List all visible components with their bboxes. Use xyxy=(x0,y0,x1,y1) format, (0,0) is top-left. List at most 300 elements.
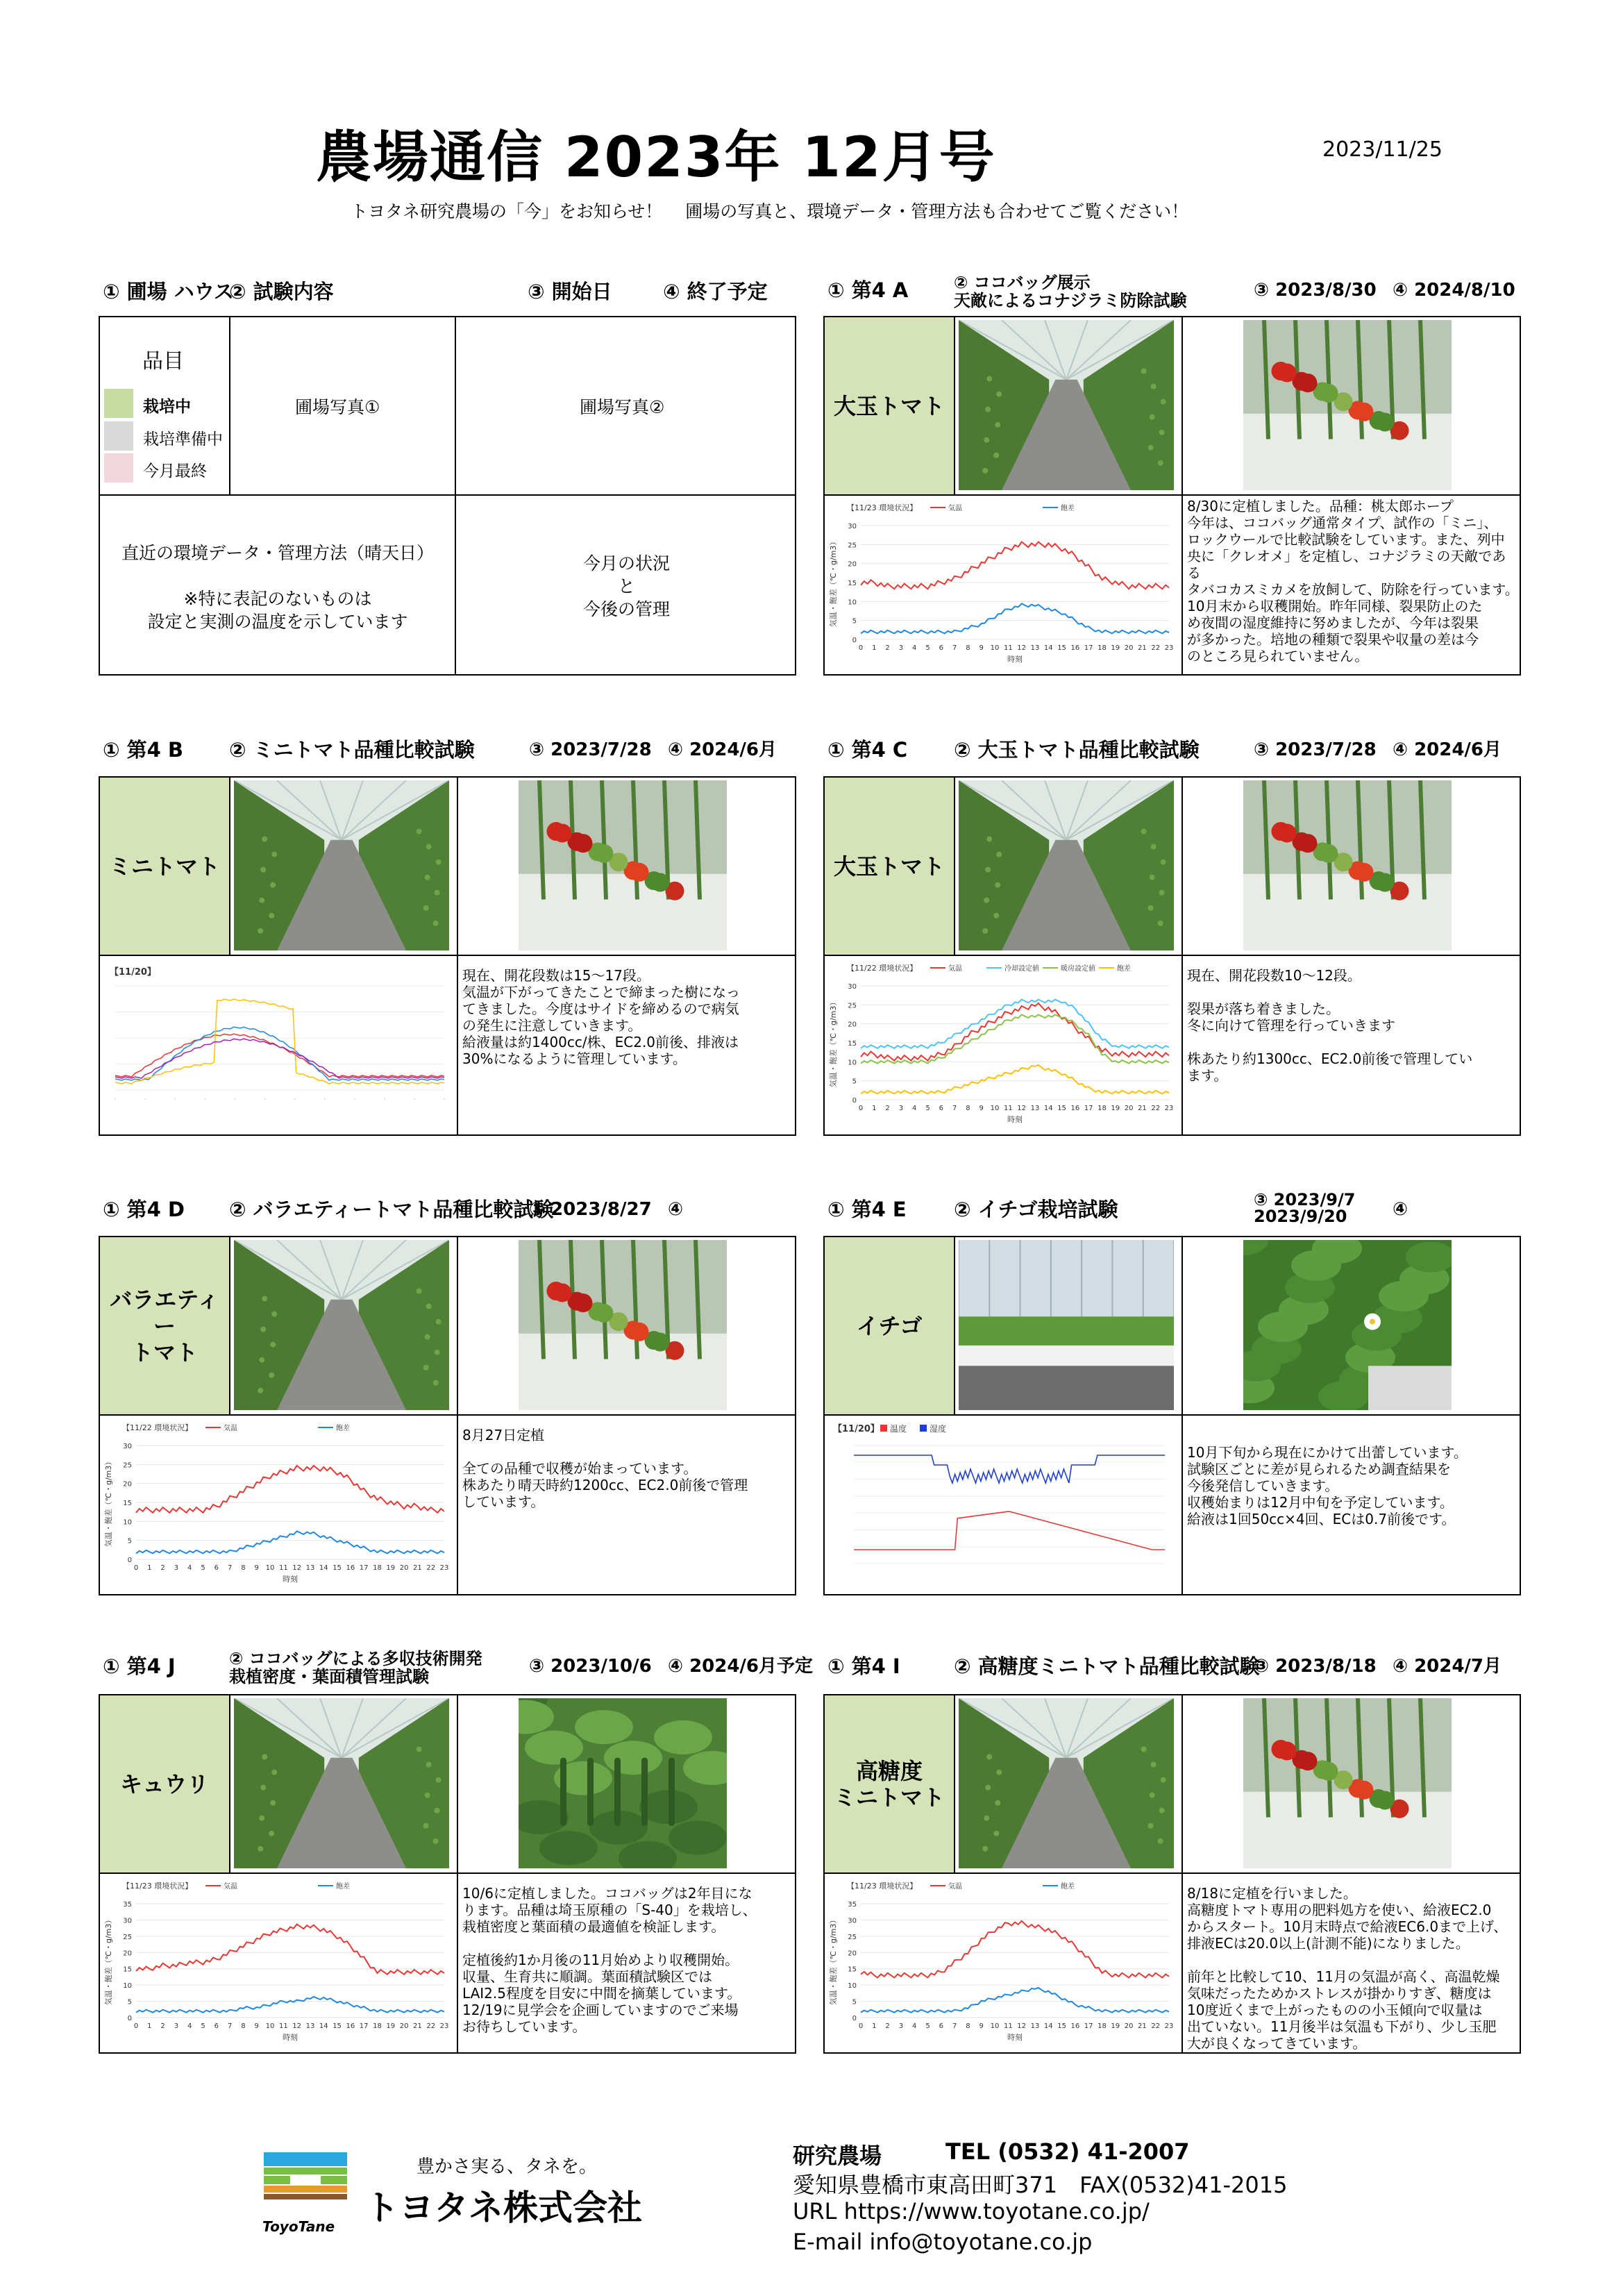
photo-scene xyxy=(959,320,1174,490)
chart-ytick: 30 xyxy=(848,1917,857,1925)
photo-leaf xyxy=(423,905,429,911)
chart-xtick: 4 xyxy=(912,2022,917,2030)
chart-xtick: 22 xyxy=(426,1564,436,1572)
chart-ytick: 30 xyxy=(848,983,857,991)
photo-scene xyxy=(234,1240,449,1410)
chart-xtick: 17 xyxy=(359,2022,369,2030)
chart-xtick: 13 xyxy=(1030,1105,1040,1112)
panel-h1: ① 第4 D xyxy=(103,1198,185,1221)
legend-growing: 栽培中 xyxy=(143,398,191,416)
management-note: 現在、開花段数10～12段。 裂果が落ち着きました。 冬に向けて管理を行っていきます 株あたり約1300cc、EC2.0前後で管理してい ます。 xyxy=(1187,967,1473,1084)
chart-xtick: 19 xyxy=(1111,1105,1120,1112)
chart-xtick: 16 xyxy=(1070,1105,1080,1112)
chart-legend-label: 気温 xyxy=(948,965,962,973)
photo-leaf xyxy=(1150,414,1155,420)
chart-xtick: 6 xyxy=(939,644,944,652)
photo-scene xyxy=(1243,780,1452,950)
chart-ytick: 15 xyxy=(848,1966,857,1974)
chart-xtick: 2 xyxy=(160,2022,165,2030)
panel-h2: ② バラエティートマト品種比較試験 xyxy=(229,1198,554,1221)
chart-xtick: 4 xyxy=(912,644,917,652)
photo-leaf xyxy=(993,453,999,458)
photo-flower-center xyxy=(1370,1319,1375,1325)
photo-fruit xyxy=(595,844,614,863)
photo-leaf xyxy=(1148,905,1154,911)
chart-xtick: 12 xyxy=(292,1564,302,1572)
chart-xtick: 15 xyxy=(333,2022,342,2030)
status-note: 今月の状況 と 今後の管理 xyxy=(582,553,670,619)
panel-h3: ③ 2023/8/18 xyxy=(1254,1656,1377,1677)
chart-xtick: · xyxy=(294,1096,296,1103)
chart-ytick: 15 xyxy=(848,1040,857,1048)
photo-leaf xyxy=(417,1747,422,1752)
photo-roof xyxy=(959,1240,1174,1316)
chart-xtick: 16 xyxy=(1070,2022,1080,2030)
photo-leaf xyxy=(982,1846,988,1852)
chart-legend-label: 湿度 xyxy=(930,1424,947,1434)
chart-xlabel: 時刻 xyxy=(283,1575,298,1584)
field-photo-1 xyxy=(234,1698,449,1868)
chart-xtick: 11 xyxy=(1003,1105,1013,1112)
chart-xtick: 12 xyxy=(1017,1105,1027,1112)
photo-leaf xyxy=(604,1741,662,1775)
env-data-note: 直近の環境データ・管理方法（晴天日） ※特に表記のないものは 設定と実測の温度を示しています xyxy=(121,543,434,632)
photo-bed xyxy=(1368,1366,1452,1410)
management-note: 現在、開花段数は15～17段。 気温が下がってきたことで締まった樹になっ てきました。今度はサイドを締めるので病気 の発生に注意していきます。 給液量は約1400cc/株、EC2.0前後、排液は 30%になるように管理しています。 xyxy=(462,967,740,1067)
chart-xtick: 12 xyxy=(292,2022,302,2030)
panel-h4: ④ 2024/6月予定 xyxy=(668,1656,814,1677)
photo-scene xyxy=(959,1698,1174,1868)
crop-label: イチゴ xyxy=(825,1237,954,1414)
chart-xtick: 9 xyxy=(979,1105,984,1112)
photo-svg xyxy=(1243,320,1452,490)
photo-floor xyxy=(1243,414,1452,490)
chart-xtick: 6 xyxy=(939,1105,944,1112)
chart-xtick: 0 xyxy=(858,2022,864,2030)
chart-xtick: 9 xyxy=(254,2022,259,2030)
photo-fruit xyxy=(595,1304,614,1323)
photo-leaf xyxy=(269,1831,274,1836)
photo-cucumber xyxy=(587,1758,594,1826)
chart-xtick: 17 xyxy=(1084,1105,1093,1112)
panel-h1: ① 第4 E xyxy=(827,1198,907,1221)
photo-svg xyxy=(959,320,1174,490)
photo-scene xyxy=(1243,320,1452,490)
chart-xtick: 12 xyxy=(1017,2022,1027,2030)
photo-leaf xyxy=(271,852,277,857)
chart-ytick: 10 xyxy=(123,1518,132,1527)
photo-leaf xyxy=(425,875,430,880)
field-photo-1 xyxy=(959,1240,1174,1410)
chart-ytick: 10 xyxy=(123,1982,132,1991)
chart-xtick: 5 xyxy=(925,2022,930,2030)
photo-svg xyxy=(1243,1698,1452,1868)
chart-xtick: 6 xyxy=(214,2022,219,2030)
chart-xtick: 19 xyxy=(1111,644,1120,652)
chart-ytick: 15 xyxy=(123,1966,132,1974)
crop-label: バラエティー トマト xyxy=(100,1237,229,1414)
chart-legend-label: 気温 xyxy=(224,1883,237,1891)
chart-tag: 【11/22 環境状況】 xyxy=(122,1423,193,1432)
photo-fruit xyxy=(1320,384,1338,403)
chart-xtick: 2 xyxy=(885,644,890,652)
photo-floor xyxy=(519,874,727,950)
panel-divider xyxy=(229,1694,230,1873)
chart-svg xyxy=(826,958,1179,1132)
field-photo-1 xyxy=(959,780,1174,950)
panel-h3: ③ 2023/7/28 xyxy=(1254,739,1377,760)
panel-divider xyxy=(229,1236,230,1415)
photo-leaf xyxy=(259,898,264,903)
chart-xtick: 2 xyxy=(160,1564,165,1572)
panel-divider xyxy=(823,1872,1521,1874)
chart-svg xyxy=(101,1876,454,2050)
footer-url[interactable]: URL https://www.toyotane.co.jp/ xyxy=(793,2198,1150,2224)
chart-ytick: 25 xyxy=(848,1002,857,1010)
photo-fruit xyxy=(1299,1752,1318,1770)
photo-leaf xyxy=(1159,430,1165,435)
chart-xtick: 13 xyxy=(305,1564,315,1572)
photo-fruit xyxy=(1299,834,1318,853)
photo-leaf xyxy=(259,1816,264,1821)
legend-swatch-final xyxy=(104,453,133,483)
chart-legend-label: 飽差 xyxy=(336,1425,350,1432)
chart-tag: 【11/23 環境状況】 xyxy=(122,1882,193,1891)
chart-xlabel: 時刻 xyxy=(283,2033,298,2042)
photo-leaf xyxy=(260,867,266,873)
photo-leaf xyxy=(996,852,1002,857)
chart-xtick: 8 xyxy=(966,2022,970,2030)
photo-fruit xyxy=(1278,823,1297,842)
photo-fruit xyxy=(1355,1781,1374,1800)
panel-divider xyxy=(1181,316,1183,676)
legend-h3: ③ 開始日 xyxy=(528,280,612,303)
photo-leaf xyxy=(258,1846,263,1852)
chart-xtick: 15 xyxy=(1057,1105,1066,1112)
panel-h4: ④ xyxy=(668,1199,684,1220)
chart-xtick: 16 xyxy=(346,1564,355,1572)
photo-leaf xyxy=(260,1785,266,1791)
photo-leaf xyxy=(417,1289,422,1294)
photo-leaf xyxy=(435,890,440,896)
photo-leaf xyxy=(539,1831,598,1865)
field-photo-2 xyxy=(519,1698,727,1868)
photo2-label: 圃場写真② xyxy=(580,397,665,417)
photo-leaf xyxy=(1158,1838,1163,1844)
chart-xtick: 20 xyxy=(1124,2022,1134,2030)
photo-fruit xyxy=(630,863,649,882)
field-photo-2 xyxy=(1243,320,1452,490)
chart-xtick: 6 xyxy=(939,2022,944,2030)
photo-leaf xyxy=(986,1754,992,1760)
chart-xtick: 22 xyxy=(426,2022,436,2030)
photo-leaf xyxy=(525,1731,583,1765)
panel-divider xyxy=(229,776,230,955)
photo-leaf xyxy=(1158,460,1163,466)
chart-xtick: 1 xyxy=(872,2022,877,2030)
photo-leaf xyxy=(1161,1777,1166,1783)
chart-xtick: 23 xyxy=(439,2022,449,2030)
chart-xtick: 8 xyxy=(241,2022,246,2030)
photo-leaf xyxy=(417,829,422,835)
environment-chart xyxy=(101,958,454,1132)
chart-xtick: 22 xyxy=(1151,1105,1161,1112)
crop-label: キュウリ xyxy=(100,1695,229,1872)
photo-leaf xyxy=(262,837,267,842)
photo-floor xyxy=(959,1366,1174,1410)
chart-xtick: 21 xyxy=(1138,2022,1147,2030)
panel-h3: ③ 2023/8/27 xyxy=(529,1199,652,1220)
chart-xtick: 15 xyxy=(333,1564,342,1572)
panel-divider xyxy=(457,1236,458,1595)
photo-leaf xyxy=(1141,369,1147,374)
chart-xtick: 11 xyxy=(278,2022,288,2030)
chart-xtick: 11 xyxy=(1003,2022,1013,2030)
chart-xtick: 19 xyxy=(386,2022,396,2030)
chart-ytick: 15 xyxy=(123,1500,132,1507)
photo-fruit xyxy=(574,1293,593,1312)
chart-ytick: 20 xyxy=(848,1950,857,1958)
photo-leaf xyxy=(984,898,989,903)
field-photo-1 xyxy=(959,320,1174,490)
photo-leaf xyxy=(1151,844,1157,850)
photo-leaf xyxy=(433,1838,439,1844)
chart-xlabel: 時刻 xyxy=(1007,1115,1023,1124)
chart-xtick: 11 xyxy=(1003,644,1013,652)
management-note: 8/18に定植を行いました。 高糖度トマト専用の肥料処方を使い、給液EC2.0 からスタート。10月末時点で給液EC6.0まで上げ、 排液ECは20.0以上(計測不能)になりました。 前年と比較して10、11月の気温が高く、高温乾燥 気味だったためかストレスが掛かりすぎ、糖度は 10度近くまで上がったものの小玉傾向で収量は 出ていない。11月後半は気温も下がり、少し玉肥 大が良くなってきています。 xyxy=(1187,1885,1508,2052)
photo-svg xyxy=(959,780,1174,950)
panel-divider xyxy=(1181,776,1183,1136)
photo-leaf xyxy=(993,1831,999,1836)
panel-h3: ③ 2023/8/30 xyxy=(1254,280,1377,301)
crop-label: 大玉トマト xyxy=(825,317,954,494)
photo-leaf xyxy=(423,1365,429,1371)
photo-svg xyxy=(234,780,449,950)
photo-svg xyxy=(519,1240,727,1410)
photo-floor xyxy=(1243,1792,1452,1868)
photo-floor xyxy=(519,1334,727,1410)
panel-h2: ② ココバッグによる多収技術開発 栽植密度・葉面積管理試験 xyxy=(229,1649,482,1686)
panel-h4: ④ 2024/7月 xyxy=(1393,1656,1502,1677)
management-note: 10/6に定植しました。ココバッグは2年目にな ります。品種は埼玉原種の「S-40」を栽培し、 栽植密度と葉面積の最適値を検証します。 定植後約1か月後の11月始めより収穫開始。 収量、生育共に順調。葉面積試験区では LAI2.5程度を目安に中間を摘葉しています。 12/19に見学会を企画していますのでご来場 お待ちしています。 xyxy=(462,1885,757,2035)
chart-ytick: 5 xyxy=(852,1998,857,2006)
chart-xtick: 8 xyxy=(966,644,970,652)
chart-xtick: 5 xyxy=(925,1105,930,1112)
panel-h1: ① 第4 B xyxy=(103,738,184,762)
field-photo-2 xyxy=(1243,780,1452,950)
chart-xtick: 6 xyxy=(214,1564,219,1572)
photo-leaf xyxy=(269,913,274,919)
chart-xtick: 14 xyxy=(1043,2022,1053,2030)
photo-leaf xyxy=(436,1777,442,1783)
legend-swatch-preparing xyxy=(104,421,133,451)
photo-cucumber xyxy=(668,1758,675,1826)
panel-divider xyxy=(823,494,1521,496)
photo-leaf xyxy=(668,1820,727,1854)
panel-divider xyxy=(457,1694,458,2054)
page-title: 農場通信 2023年 12月号 xyxy=(316,125,996,190)
chart-xtick: · xyxy=(413,1096,416,1103)
chart-xtick: 4 xyxy=(912,1105,917,1112)
chart-legend-swatch xyxy=(920,1425,927,1432)
panel-divider xyxy=(954,776,955,955)
chart-xtick: 9 xyxy=(254,1564,259,1572)
photo-fruit xyxy=(1376,1791,1395,1810)
panel-h1: ① 第4 A xyxy=(827,278,909,302)
panel-h1: ① 第4 C xyxy=(827,738,908,762)
chart-svg xyxy=(826,498,1179,671)
chart-legend-label: 冷却設定値 xyxy=(1004,965,1039,973)
chart-xtick: 13 xyxy=(1030,2022,1040,2030)
chart-xlabel: 時刻 xyxy=(1007,655,1023,664)
photo-leaf xyxy=(1291,1250,1341,1281)
chart-xtick: 13 xyxy=(305,2022,315,2030)
photo-leaf xyxy=(1151,384,1157,389)
photo-leaf xyxy=(426,844,432,850)
panel-h3: ③ 2023/9/7 2023/9/20 xyxy=(1254,1190,1356,1226)
chart-legend-label: 飽差 xyxy=(1061,1883,1075,1891)
photo-fruit xyxy=(1278,363,1297,382)
chart-xtick: · xyxy=(114,1096,117,1103)
photo-leaf xyxy=(1158,921,1163,926)
photo-leaf xyxy=(1161,860,1166,865)
chart-legend-label: 暖房設定値 xyxy=(1061,965,1095,973)
chart-xtick: 17 xyxy=(1084,644,1093,652)
chart-xtick: 2 xyxy=(885,2022,890,2030)
chart-svg xyxy=(101,958,454,1132)
toyotane-logo xyxy=(264,2152,347,2216)
photo-leaf xyxy=(1151,1762,1157,1768)
chart-xtick: · xyxy=(443,1096,446,1103)
photo-leaf xyxy=(425,1793,430,1798)
photo-leaf xyxy=(270,882,276,888)
chart-xtick: 7 xyxy=(952,644,957,652)
chart-xtick: · xyxy=(234,1096,236,1103)
chart-xtick: 3 xyxy=(898,2022,904,2030)
chart-xtick: 15 xyxy=(1057,2022,1066,2030)
photo-leaf xyxy=(575,1710,633,1744)
panel-divider xyxy=(954,1694,955,1873)
chart-xtick: 19 xyxy=(386,1564,396,1572)
chart-xtick: 23 xyxy=(439,1564,449,1572)
chart-xtick: 20 xyxy=(399,2022,409,2030)
chart-svg xyxy=(826,1418,1179,1591)
subtitle: トヨタネ研究農場の「今」をお知らせ！ 圃場の写真と、環境データ・管理方法も合わせてご覧ください！ xyxy=(351,201,1189,221)
chart-svg xyxy=(101,1418,454,1591)
chart-tag: 【11/20】 xyxy=(833,1424,880,1434)
chart-ytick: 30 xyxy=(123,1443,132,1450)
chart-xtick: 18 xyxy=(373,2022,382,2030)
hinmoku-label: 品目 xyxy=(142,349,184,374)
chart-xtick: 11 xyxy=(278,1564,288,1572)
chart-xtick: 0 xyxy=(858,1105,864,1112)
legend-h1: ① 圃場 ハウス xyxy=(103,280,234,303)
photo-leaf xyxy=(982,468,988,474)
chart-legend-label: 飽差 xyxy=(1117,965,1131,973)
chart-xtick: 0 xyxy=(858,644,864,652)
chart-xtick: 14 xyxy=(319,1564,328,1572)
photo-scene xyxy=(519,780,727,950)
photo-svg xyxy=(1243,780,1452,950)
photo-leaf xyxy=(1159,890,1165,896)
photo-svg xyxy=(234,1240,449,1410)
chart-xtick: 15 xyxy=(1057,644,1066,652)
footer-tel: TEL (0532) 41-2007 xyxy=(945,2138,1190,2165)
chart-xtick: 10 xyxy=(265,1564,275,1572)
photo-leaf xyxy=(433,921,439,926)
photo-fruit xyxy=(1299,374,1318,392)
panel-divider xyxy=(99,1872,796,1874)
photo-fruit xyxy=(553,823,572,842)
chart-xtick: · xyxy=(383,1096,386,1103)
chart-ytick: 20 xyxy=(123,1480,132,1489)
chart-xtick: 3 xyxy=(174,1564,179,1572)
chart-ytick: 0 xyxy=(127,1557,132,1564)
chart-xtick: · xyxy=(144,1096,146,1103)
photo-scene xyxy=(234,780,449,950)
crop-label: 高糖度 ミニトマト xyxy=(825,1695,954,1872)
chart-xtick: 17 xyxy=(359,1564,369,1572)
photo-fruit xyxy=(630,1323,649,1341)
footer-email[interactable]: E-mail info@toyotane.co.jp xyxy=(793,2229,1093,2255)
panel-divider xyxy=(99,1414,796,1416)
photo-leaf xyxy=(993,913,999,919)
chart-ytick: 30 xyxy=(123,1917,132,1925)
chart-xtick: · xyxy=(353,1096,356,1103)
chart-ytick: 10 xyxy=(848,598,857,607)
photo-leaf xyxy=(1161,399,1166,405)
photo-leaf xyxy=(270,1800,276,1806)
photo-leaf xyxy=(995,1800,1000,1806)
photo-scene xyxy=(1243,1698,1452,1868)
panel-divider xyxy=(99,955,796,956)
field-photo-2 xyxy=(1243,1698,1452,1868)
chart-legend-label: 飽差 xyxy=(336,1883,350,1891)
chart-xtick: 14 xyxy=(1043,1105,1053,1112)
photo-fruit xyxy=(651,1333,670,1352)
chart-legend-label: 気温 xyxy=(224,1425,237,1432)
chart-xtick: 14 xyxy=(319,2022,328,2030)
photo-leaf xyxy=(984,437,989,443)
chart-ylabel: 気温・飽差（℃・g/m3） xyxy=(104,1457,113,1548)
photo-leaf xyxy=(1148,1823,1154,1829)
chart-legend-label: 温度 xyxy=(890,1424,907,1434)
chart-ytick: 25 xyxy=(123,1461,132,1470)
photo-fruit xyxy=(651,873,670,892)
photo-leaf xyxy=(1148,445,1154,451)
logo-text: ToyoTane xyxy=(262,2218,335,2235)
chart-xtick: 23 xyxy=(1164,2022,1174,2030)
chart-xtick: · xyxy=(174,1096,176,1103)
photo-leaf xyxy=(984,1816,989,1821)
chart-xtick: 10 xyxy=(265,2022,275,2030)
chart-xtick: 2 xyxy=(885,1105,890,1112)
chart-xtick: 1 xyxy=(147,1564,152,1572)
chart-tag: 【11/23 環境状況】 xyxy=(847,1882,918,1891)
chart-xtick: 22 xyxy=(1151,2022,1161,2030)
chart-xtick: 13 xyxy=(1030,644,1040,652)
photo-leaf xyxy=(426,1762,432,1768)
chart-ytick: 5 xyxy=(127,1998,132,2006)
photo-fruit xyxy=(1320,1762,1338,1781)
chart-ytick: 5 xyxy=(852,617,857,626)
chart-xtick: 7 xyxy=(952,2022,957,2030)
footer-farm: 研究農場 xyxy=(793,2143,882,2169)
chart-xtick: 20 xyxy=(1124,644,1134,652)
photo-fruit xyxy=(1355,863,1374,882)
photo-floor xyxy=(1243,874,1452,950)
chart-xlabel: 時刻 xyxy=(1007,2033,1023,2042)
